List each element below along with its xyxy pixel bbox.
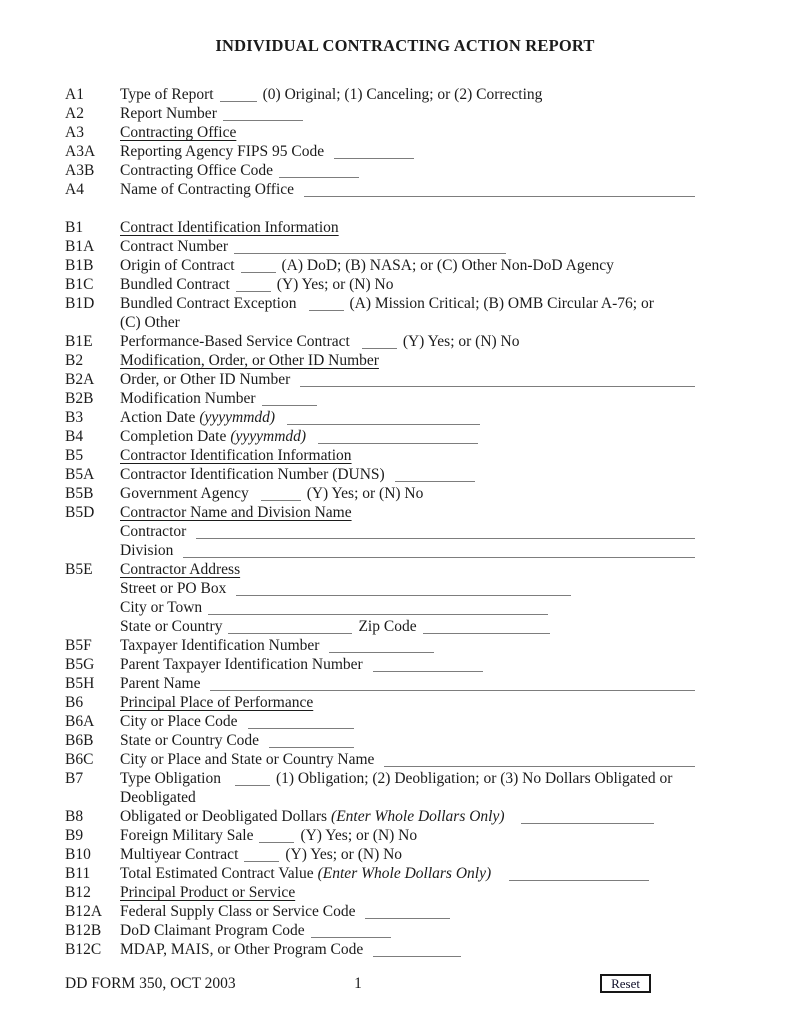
row-content (120, 484, 695, 503)
row-content (120, 579, 695, 598)
field-label: Contractor (120, 523, 187, 540)
row-code: B6B (65, 732, 94, 749)
field-label: State or Country Code (120, 732, 260, 749)
form-row-b1b (65, 256, 695, 275)
field-label: Name of Contracting Office (120, 181, 295, 198)
row-content (120, 712, 695, 731)
fill-in-blank[interactable] (236, 582, 571, 596)
row-code: B5E (65, 561, 93, 578)
fill-in-blank[interactable] (223, 107, 303, 121)
form-row-b1d (65, 294, 695, 313)
fill-in-blank[interactable] (521, 810, 654, 824)
section-heading: Modification, Order, or Other ID Number (120, 352, 379, 369)
row-content (120, 313, 695, 332)
fill-in-blank[interactable] (220, 88, 257, 102)
fill-in-blank[interactable] (259, 829, 294, 843)
fill-in-blank[interactable] (373, 943, 461, 957)
form-row-b11 (65, 864, 695, 883)
field-label: Division (120, 542, 174, 559)
fill-in-blank[interactable] (183, 544, 695, 558)
fill-in-blank[interactable] (248, 715, 354, 729)
field-label: Contractor Identification Number (DUNS) (120, 466, 385, 483)
field-label: Performance-Based Service Contract (120, 333, 350, 350)
field-label: Bundled Contract (120, 276, 230, 293)
row-code: B8 (65, 808, 84, 825)
fill-in-blank[interactable] (234, 240, 506, 254)
field-label: Parent Name (120, 675, 201, 692)
field-label: DoD Claimant Program Code (120, 922, 305, 939)
row-content (120, 769, 695, 788)
form-row-b5h (65, 674, 695, 693)
row-code: B1C (65, 276, 94, 293)
field-label: (C) Other (120, 314, 180, 331)
field-label: Reporting Agency FIPS 95 Code (120, 143, 325, 160)
row-code: B3 (65, 409, 84, 426)
form-id: DD FORM 350, OCT 2003 (65, 974, 236, 992)
field-label: (Y) Yes; or (N) No (306, 485, 424, 502)
field-label: Action Date (120, 409, 196, 426)
row-code: B2B (65, 390, 94, 407)
form-row-continuation (65, 617, 695, 636)
field-label: (A) Mission Critical; (B) OMB Circular A-76; or (349, 295, 654, 312)
form-row-b2 (65, 351, 695, 370)
row-content (120, 275, 695, 294)
row-code: B11 (65, 865, 91, 882)
form-row-b12c (65, 940, 695, 959)
fill-in-blank[interactable] (210, 677, 695, 691)
form-row-b6b (65, 731, 695, 750)
field-hint: (Enter Whole Dollars Only) (317, 865, 492, 882)
form-row-b5e (65, 560, 695, 579)
fill-in-blank[interactable] (244, 848, 279, 862)
section-heading: Contractor Address (120, 561, 241, 578)
row-content (120, 85, 695, 104)
row-code: B1E (65, 333, 93, 350)
form-row-a3b (65, 161, 695, 180)
field-label: Type of Report (120, 86, 214, 103)
form-row-a1 (65, 85, 695, 104)
fill-in-blank[interactable] (228, 620, 352, 634)
field-label: Deobligated (120, 789, 196, 806)
form-row-b6a (65, 712, 695, 731)
form-row-continuation (65, 579, 695, 598)
row-content (120, 351, 695, 370)
row-content (120, 408, 695, 427)
row-code: B5D (65, 504, 95, 521)
field-label: Multiyear Contract (120, 846, 239, 863)
fill-in-blank[interactable] (236, 278, 271, 292)
row-content (120, 522, 695, 541)
row-content (120, 123, 695, 142)
form-row-b12b (65, 921, 695, 940)
form-row-b8 (65, 807, 695, 826)
row-content (120, 921, 695, 940)
form-row-b5 (65, 446, 695, 465)
fill-in-blank[interactable] (235, 772, 270, 786)
row-content (120, 807, 695, 826)
form-row-b12 (65, 883, 695, 902)
field-label: (Y) Yes; or (N) No (285, 846, 403, 863)
form-row-b5f (65, 636, 695, 655)
field-label: Obligated or Deobligated Dollars (120, 808, 328, 825)
form-rows (65, 85, 695, 959)
fill-in-blank[interactable] (241, 259, 276, 273)
row-code: B5A (65, 466, 95, 483)
section-gap (65, 199, 695, 218)
row-code: A4 (65, 181, 84, 198)
row-code: B12C (65, 941, 102, 958)
row-code: A3B (65, 162, 95, 179)
field-label: Bundled Contract Exception (120, 295, 297, 312)
form-row-continuation (65, 541, 695, 560)
row-code: B9 (65, 827, 84, 844)
row-content (120, 845, 695, 864)
section-heading: Principal Product or Service (120, 884, 296, 901)
row-content (120, 864, 695, 883)
fill-in-blank[interactable] (287, 411, 480, 425)
field-label: Street or PO Box (120, 580, 227, 597)
field-label: Federal Supply Class or Service Code (120, 903, 356, 920)
field-label: Total Estimated Contract Value (120, 865, 314, 882)
fill-in-blank[interactable] (262, 392, 317, 406)
row-code: B1A (65, 238, 95, 255)
row-content (120, 370, 695, 389)
row-code: B10 (65, 846, 91, 863)
field-label: City or Town (120, 599, 203, 616)
field-label: Parent Taxpayer Identification Number (120, 656, 363, 673)
form-row-b2b (65, 389, 695, 408)
row-code: B6C (65, 751, 94, 768)
field-label: Type Obligation (120, 770, 221, 787)
section-heading: Contractor Name and Division Name (120, 504, 352, 521)
form-row-a2 (65, 104, 695, 123)
field-label: MDAP, MAIS, or Other Program Code (120, 941, 364, 958)
fill-in-blank[interactable] (329, 639, 434, 653)
form-row-b5d (65, 503, 695, 522)
row-code: A3 (65, 124, 84, 141)
row-content (120, 503, 695, 522)
field-label: Government Agency (120, 485, 249, 502)
row-content (120, 560, 695, 579)
row-code: B5F (65, 637, 92, 654)
field-label: City or Place and State or Country Name (120, 751, 375, 768)
row-content (120, 256, 695, 275)
row-content (120, 674, 695, 693)
field-label: (1) Obligation; (2) Deobligation; or (3) No Dollars Obligated or (275, 770, 673, 787)
fill-in-blank[interactable] (304, 183, 695, 197)
field-label: (Y) Yes; or (N) No (300, 827, 418, 844)
row-content (120, 427, 695, 446)
field-label: Report Number (120, 105, 217, 122)
row-content (120, 541, 695, 560)
field-label: Origin of Contract (120, 257, 235, 274)
row-code: B12A (65, 903, 103, 920)
row-code: B4 (65, 428, 84, 445)
form-row-b7 (65, 769, 695, 788)
fill-in-blank[interactable] (509, 867, 649, 881)
row-code: A2 (65, 105, 84, 122)
section-heading: Contracting Office (120, 124, 237, 141)
row-content (120, 940, 695, 959)
field-label: Taxpayer Identification Number (120, 637, 320, 654)
field-label: (0) Original; (1) Canceling; or (2) Correcting (262, 86, 543, 103)
field-label: State or Country (120, 618, 223, 635)
field-label: Modification Number (120, 390, 256, 407)
fill-in-blank[interactable] (334, 145, 414, 159)
row-code: B1 (65, 219, 84, 236)
row-content (120, 655, 695, 674)
row-content (120, 617, 695, 636)
field-label: Order, or Other ID Number (120, 371, 291, 388)
fill-in-blank[interactable] (423, 620, 550, 634)
form-row-b5g (65, 655, 695, 674)
form-row-a3a (65, 142, 695, 161)
row-code: B12 (65, 884, 91, 901)
form-row-b2a (65, 370, 695, 389)
form-row-b9 (65, 826, 695, 845)
form-row-b12a (65, 902, 695, 921)
row-content (120, 902, 695, 921)
row-content (120, 237, 695, 256)
row-code: B5 (65, 447, 84, 464)
fill-in-blank[interactable] (196, 525, 695, 539)
field-label: Contract Number (120, 238, 229, 255)
row-code: B5B (65, 485, 94, 502)
section-heading: Contract Identification Information (120, 219, 339, 236)
row-content (120, 788, 695, 807)
row-content (120, 161, 695, 180)
fill-in-blank[interactable] (395, 468, 475, 482)
form-row-b1e (65, 332, 695, 351)
field-label: (Y) Yes; or (N) No (402, 333, 520, 350)
row-content (120, 446, 695, 465)
row-content (120, 598, 695, 617)
row-content (120, 883, 695, 902)
field-hint: (Enter Whole Dollars Only) (331, 808, 505, 825)
section-heading: Principal Place of Performance (120, 694, 314, 711)
form-row-b1c (65, 275, 695, 294)
form-row-continuation (65, 313, 695, 332)
form-row-b6c (65, 750, 695, 769)
fill-in-blank[interactable] (362, 335, 397, 349)
form-row-b5a (65, 465, 695, 484)
row-content (120, 693, 695, 712)
form-row-a3 (65, 123, 695, 142)
fill-in-blank[interactable] (208, 601, 548, 615)
form-row-b4 (65, 427, 695, 446)
row-content (120, 731, 695, 750)
form-row-b1 (65, 218, 695, 237)
fill-in-blank[interactable] (261, 487, 301, 501)
row-code: B6 (65, 694, 84, 711)
row-content (120, 104, 695, 123)
row-content (120, 750, 695, 769)
row-content (120, 465, 695, 484)
row-code: B5H (65, 675, 95, 692)
row-code: B7 (65, 770, 84, 787)
page-footer (65, 973, 695, 994)
page-number: 1 (354, 974, 362, 992)
field-label: Foreign Military Sale (120, 827, 254, 844)
footer-actions (456, 974, 695, 993)
field-label: (A) DoD; (B) NASA; or (C) Other Non-DoD Agency (281, 257, 614, 274)
row-content (120, 636, 695, 655)
row-content (120, 826, 695, 845)
row-content (120, 332, 695, 351)
field-label: Zip Code (358, 618, 417, 635)
fill-in-blank[interactable] (269, 734, 354, 748)
field-label: Contracting Office Code (120, 162, 273, 179)
row-code: B12B (65, 922, 102, 939)
row-code: A3A (65, 143, 96, 160)
form-row-a4 (65, 180, 695, 199)
row-code: B6A (65, 713, 95, 730)
row-code: A1 (65, 86, 84, 103)
row-code: B5G (65, 656, 95, 673)
form-row-b3 (65, 408, 695, 427)
fill-in-blank[interactable] (318, 430, 478, 444)
fill-in-blank[interactable] (373, 658, 483, 672)
field-label: City or Place Code (120, 713, 238, 730)
fill-in-blank[interactable] (300, 373, 695, 387)
form-row-b6 (65, 693, 695, 712)
form-row-b5b (65, 484, 695, 503)
row-code: B1D (65, 295, 95, 312)
form-row-b1a (65, 237, 695, 256)
row-code: B2 (65, 352, 84, 369)
field-label: (Y) Yes; or (N) No (276, 276, 394, 293)
reset-button[interactable]: Reset (600, 974, 651, 993)
field-hint: (yyyymmdd) (199, 409, 276, 426)
field-hint: (yyyymmdd) (230, 428, 307, 445)
fill-in-blank[interactable] (384, 753, 695, 767)
form-row-continuation (65, 522, 695, 541)
form-row-continuation (65, 788, 695, 807)
section-heading: Contractor Identification Information (120, 447, 352, 464)
form-row-continuation (65, 598, 695, 617)
fill-in-blank[interactable] (311, 924, 391, 938)
fill-in-blank[interactable] (309, 297, 344, 311)
row-content (120, 294, 695, 313)
fill-in-blank[interactable] (365, 905, 450, 919)
fill-in-blank[interactable] (279, 164, 359, 178)
row-content (120, 218, 695, 237)
row-content (120, 180, 695, 199)
row-content (120, 389, 695, 408)
form-title: INDIVIDUAL CONTRACTING ACTION REPORT (215, 36, 595, 55)
row-content (120, 142, 695, 161)
field-label: Completion Date (120, 428, 227, 445)
form-row-b10 (65, 845, 695, 864)
row-code: B2A (65, 371, 95, 388)
row-code: B1B (65, 257, 94, 274)
